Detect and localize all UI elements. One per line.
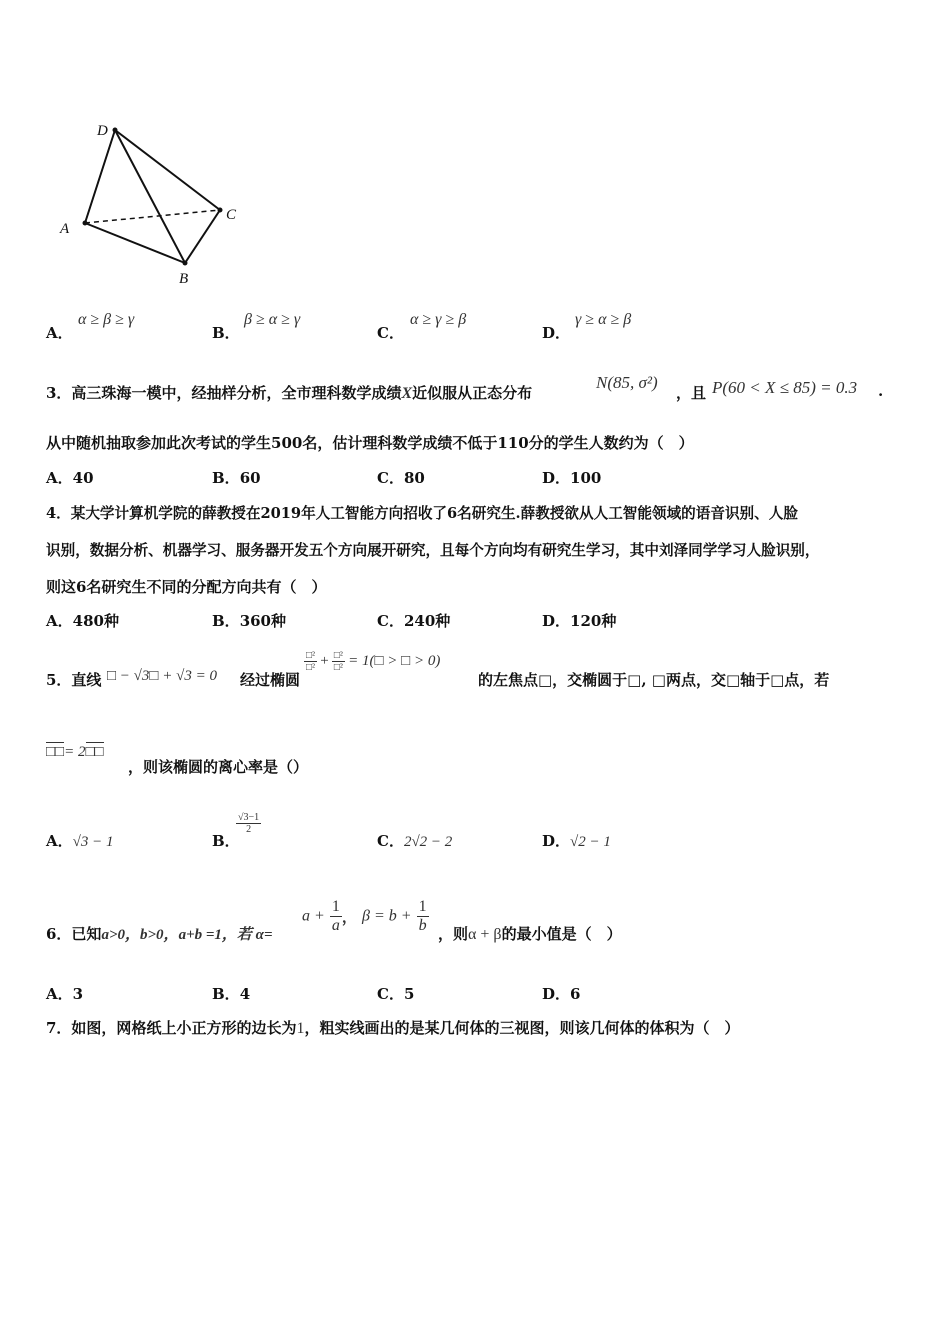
edge-db — [115, 130, 185, 263]
q4-stem-line3: 则这6名研究生不同的分配方向共有（ ） — [46, 578, 327, 596]
q5-option-b-letter: B． — [212, 832, 240, 850]
q5-vec-lhs: □□ — [46, 744, 65, 760]
vertex-d — [113, 128, 118, 133]
q5-option-d-letter: D． — [542, 832, 571, 850]
q4-option-a-value: 480种 — [72, 612, 119, 630]
q6-comma: ， — [341, 908, 357, 926]
vertex-a — [83, 221, 88, 226]
label-d: D — [97, 123, 108, 139]
q3-option-b[interactable] — [212, 467, 261, 488]
label-b: B — [179, 271, 189, 287]
q5-ellipse-y-num: □² — [333, 650, 343, 661]
q5-option-c[interactable] — [377, 830, 452, 851]
q3-stem-line2: 从中随机抽取参加此次考试的学生500名，估计理科数学成绩不低于110分的学生人数约为（ ） — [46, 434, 694, 452]
q3-var-x: X — [401, 385, 413, 402]
q6-option-b[interactable] — [212, 983, 250, 1004]
q6-frac2-den: b — [418, 917, 427, 934]
q3-option-a-letter: A． — [46, 469, 73, 487]
q3-option-c-value: 80 — [403, 469, 425, 487]
q6-option-c[interactable] — [377, 983, 414, 1004]
edge-da — [85, 130, 115, 223]
q3-option-b-letter: B． — [212, 469, 240, 487]
q6-frac2 — [417, 898, 429, 935]
q3-text-b: 近似服从正态分布 — [412, 384, 533, 402]
q5-ellipse-cond: = 1(□ > □ > 0) — [348, 653, 441, 669]
q6-option-a-value: 3 — [72, 985, 84, 1003]
q3-option-d[interactable] — [542, 467, 601, 488]
q5-option-d[interactable] — [542, 830, 611, 851]
q6-option-d-letter: D． — [542, 985, 571, 1003]
q5-ellipse-x-frac — [304, 650, 317, 673]
q3-text-a: 3．高三珠海一模中，经抽样分析，全市理科数学成绩 — [46, 384, 402, 402]
q6-cond3: a+b =1，若 α= — [178, 927, 273, 943]
label-a: A — [60, 221, 70, 237]
q6-frac1-num: 1 — [331, 898, 340, 915]
q5-option-c-letter: C． — [377, 832, 404, 850]
q6-tail — [438, 923, 622, 944]
q2-option-a-expr: α ≥ β ≥ γ — [78, 311, 135, 328]
q6-then: ，则 — [438, 925, 469, 943]
q4-stem-line2: 识别，数据分析、机器学习、服务器开发五个方向展开研究，且每个方向均有研究生学习，其中刘泽同学学习人脸识别， — [46, 542, 820, 559]
q6-prefix: 6．已知 — [46, 925, 102, 943]
q2-option-c[interactable] — [377, 322, 404, 343]
edge-bc — [185, 210, 220, 263]
edge-dc — [115, 130, 220, 210]
q6-option-c-letter: C． — [377, 985, 404, 1003]
q5-option-c-expr: 2√2 − 2 — [403, 834, 453, 850]
q5-option-d-expr: √2 − 1 — [570, 834, 611, 850]
q5-option-a-expr: √3 − 1 — [72, 834, 114, 850]
q2-option-c-expr: α ≥ γ ≥ β — [410, 311, 467, 328]
q2-option-d[interactable] — [542, 322, 570, 343]
q3-dist-expr: N(85, σ²) — [596, 373, 658, 392]
q3-option-d-letter: D． — [542, 469, 571, 487]
q5-ellipse-eq — [304, 650, 440, 673]
q3-sep: ，且 — [676, 384, 707, 402]
tetrahedron-figure — [50, 115, 250, 295]
q4-option-b[interactable] — [212, 610, 286, 631]
q5-line2-suffix: ，则该椭圆的离心率是（） — [128, 758, 309, 776]
q2-option-b[interactable] — [212, 322, 240, 343]
q2-option-d-expr: γ ≥ α ≥ β — [575, 311, 632, 328]
q3-option-a-value: 40 — [72, 469, 94, 487]
q6-alpha-a: a + — [302, 907, 325, 925]
q5-option-b-frac — [236, 812, 261, 835]
q6-option-d[interactable] — [542, 983, 580, 1004]
q4-stem-line1: 4．某大学计算机学院的薛教授在2019年人工智能方向招收了6名研究生.薛教授欲从人工智能领域的语音识别、人脸 — [46, 505, 798, 522]
q2-option-d-letter: D． — [542, 324, 571, 342]
q6-sum-expr: α + β — [468, 926, 502, 943]
q5-passes: 经过椭圆 — [240, 671, 301, 689]
q6-option-b-letter: B． — [212, 985, 240, 1003]
label-c: C — [226, 207, 237, 223]
q5-option-a[interactable] — [46, 830, 114, 851]
q6-frac1 — [330, 898, 342, 935]
q6-option-a[interactable] — [46, 983, 83, 1004]
q6-frac2-num: 1 — [418, 898, 427, 915]
q6-option-d-value: 6 — [570, 985, 581, 1003]
edge-ab — [85, 223, 185, 263]
q3-option-c[interactable] — [377, 467, 425, 488]
q3-option-d-value: 100 — [570, 469, 602, 487]
q4-option-b-letter: B． — [212, 612, 240, 630]
q5-vector-eq — [46, 741, 104, 761]
q5-suffix: 的左焦点□，交椭圆于□, □两点，交□轴于□点，若 — [478, 671, 830, 689]
vertex-b — [183, 261, 188, 266]
q3-prob-expr: P(60 < X ≤ 85) = 0.3 — [712, 378, 858, 397]
q3-option-a[interactable] — [46, 467, 94, 488]
q5-ellipse-y-frac — [332, 650, 345, 673]
q7-prefix: 7．如图，网格纸上小正方形的边长为 — [46, 1019, 297, 1037]
q6-alpha-expr — [302, 898, 429, 935]
q7-stem — [46, 1017, 739, 1038]
q2-option-b-letter: B． — [212, 324, 240, 342]
q2-option-b-expr: β ≥ α ≥ γ — [244, 311, 301, 328]
q4-option-c-value: 240种 — [403, 612, 451, 630]
q4-option-a[interactable] — [46, 610, 119, 631]
q5-option-b-den: 2 — [246, 824, 252, 835]
q4-option-d-value: 120种 — [570, 612, 617, 630]
q5-option-b-num: √3−1 — [238, 812, 260, 823]
q5-vec-rhs: □□ — [85, 744, 104, 760]
q2-option-a-letter: A． — [46, 324, 73, 342]
q3-option-c-letter: C． — [377, 469, 404, 487]
q6-option-a-letter: A． — [46, 985, 73, 1003]
q7-suffix: ，粗实线画出的是某几何体的三视图，则该几何体的体积为（ ） — [304, 1019, 740, 1037]
q7-one: 1 — [296, 1020, 305, 1037]
q3-period: . — [878, 382, 884, 400]
q5-prefix: 5．直线 — [46, 671, 102, 689]
q6-stem — [46, 923, 273, 944]
q6-beta-expr: β = b + — [362, 907, 412, 925]
q4-option-d[interactable] — [542, 610, 616, 631]
q6-option-c-value: 5 — [403, 985, 415, 1003]
q4-option-c-letter: C． — [377, 612, 404, 630]
q5-vec-eq: = 2 — [64, 744, 86, 760]
q6-suffix: 的最小值是（ ） — [501, 925, 622, 943]
q4-option-a-letter: A． — [46, 612, 73, 630]
q6-option-b-value: 4 — [239, 985, 251, 1003]
q5-option-a-letter: A． — [46, 832, 73, 850]
q3-stem-line1 — [46, 382, 532, 403]
q2-option-a[interactable] — [46, 322, 73, 343]
q5-ellipse-y-den: □² — [333, 662, 343, 673]
edge-ac-hidden — [85, 210, 220, 223]
q4-option-b-value: 360种 — [239, 612, 286, 630]
q5-ellipse-plus: + — [320, 653, 329, 669]
q2-option-c-letter: C． — [377, 324, 404, 342]
q4-option-c[interactable] — [377, 610, 450, 631]
q6-cond2: b>0， — [140, 927, 179, 943]
q5-ellipse-x-den: □² — [306, 662, 316, 673]
q6-cond1: a>0， — [101, 927, 140, 943]
vertex-c — [218, 208, 223, 213]
q5-option-b-fraction — [236, 812, 261, 835]
q5-line-expr: □ − √3□ + √3 = 0 — [107, 668, 217, 684]
q3-option-b-value: 60 — [239, 469, 261, 487]
q4-option-d-letter: D． — [542, 612, 571, 630]
q6-frac1-den: a — [331, 917, 340, 934]
q5-ellipse-x-num: □² — [306, 650, 316, 661]
